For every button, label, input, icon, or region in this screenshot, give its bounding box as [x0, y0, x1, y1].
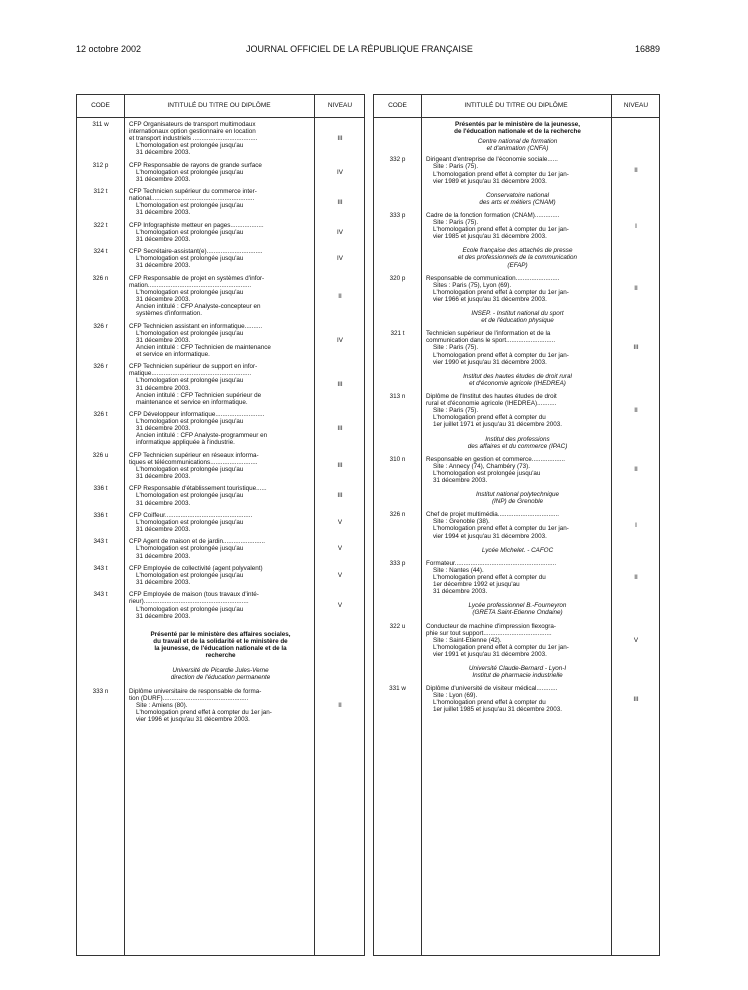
- institution-line: et de l'éducation physique: [481, 317, 554, 325]
- entry-level: III: [337, 462, 343, 470]
- section-heading: [424, 138, 611, 152]
- entry-note-line: 31 décembre 2003.: [136, 579, 191, 587]
- entry-description: [129, 162, 308, 183]
- entry-code: 332 p: [389, 156, 406, 164]
- entry-level: I: [635, 222, 637, 230]
- entry-description: [129, 538, 308, 559]
- entry-level: III: [337, 492, 343, 500]
- institution-line: Conservatoire national: [485, 191, 549, 199]
- entry-title-line: CFP Technicien supérieur de support en infor-: [129, 363, 258, 371]
- entry-note-line: vier 1994 et jusqu'au 31 décembre 2003.: [433, 532, 547, 540]
- entry-code: 320 p: [389, 274, 406, 282]
- entry-level: II: [634, 407, 638, 415]
- entry-title-line: CFP Employée de maison (tous travaux d'inté-: [129, 591, 259, 599]
- entry-note-line: Sites : Paris (75), Lyon (69).: [433, 281, 512, 289]
- entry-code: 312 p: [92, 161, 109, 169]
- entry-note-line: L'homologation prend effet à compter du 1er jan-: [433, 525, 569, 533]
- entry-note-line: L'homologation prend effet à compter du 1er jan-: [433, 288, 569, 296]
- section-heading: [424, 436, 611, 450]
- entry-title-line: CFP Responsable de projet en systèmes d'infor-: [129, 274, 265, 282]
- entry-note-line: Site : Nantes (44).: [433, 566, 484, 574]
- entry-note-line: Site : Annecy (74), Chambéry (73).: [433, 462, 530, 470]
- entry-title-line: CFP Agent de maison et de jardin........................: [129, 538, 266, 546]
- entry-note-line: Site : Paris (75).: [433, 163, 479, 171]
- entry-note-line: Ancien intitulé : CFP Analyste-programmeur en: [136, 432, 268, 440]
- entry-description: [129, 188, 308, 216]
- entry-code: 322 u: [389, 622, 406, 630]
- entry-note-line: 31 décembre 2003.: [136, 526, 191, 534]
- entry-description: [129, 452, 308, 480]
- entry-description: [129, 591, 308, 619]
- entry-level: II: [634, 573, 638, 581]
- col-title-header: INTITULÉ DU TITRE OU DIPLÔME: [464, 102, 568, 109]
- entry-note-line: L'homologation est prolongée jusqu'au: [136, 571, 244, 579]
- entry-code: 324 t: [93, 248, 108, 256]
- entry-code: 326 n: [389, 511, 406, 519]
- entry-title-line: Responsable de communication.........................: [426, 274, 560, 282]
- section-heading: [424, 310, 611, 324]
- entry-note-line: informatique appliquée à l'industrie.: [136, 439, 235, 447]
- entry-note-line: Ancien intitulé : CFP Technicien supérieur de: [136, 391, 262, 399]
- entry-note-line: 31 décembre 2003.: [136, 175, 191, 183]
- col-code-header: CODE: [91, 102, 110, 109]
- entry-description: [426, 685, 605, 713]
- section-heading: [424, 192, 611, 206]
- entry-code: 343 t: [93, 591, 108, 599]
- section-heading: [424, 373, 611, 387]
- entry-level: IV: [337, 336, 343, 344]
- institution-line: Université de Picardie Jules-Verne: [172, 667, 269, 675]
- entry-description: [426, 560, 605, 595]
- entry-note-line: L'homologation prend effet à compter du: [433, 414, 546, 422]
- entry-note-line: vier 1991 et jusqu'au 31 décembre 2003.: [433, 650, 547, 658]
- entry-note-line: L'homologation est prolongée jusqu'au: [136, 545, 244, 553]
- entry-note-line: 1er juillet 1985 et jusqu'au 31 décembre 2003.: [433, 706, 562, 714]
- entry-description: [129, 222, 308, 243]
- entry-note-line: Site : Saint-Etienne (42).: [433, 636, 502, 644]
- entry-level: IV: [337, 255, 343, 263]
- entry-description: [426, 156, 605, 184]
- entry-note-line: Site : Paris (75).: [433, 344, 479, 352]
- entry-level: V: [337, 602, 343, 610]
- col-level-header: NIVEAU: [623, 102, 649, 109]
- entry-title-line: rural et d'économie agricole (IHEDREA)...........: [426, 400, 557, 408]
- entry-title-line: Diplôme d'université de visiteur médical............: [426, 685, 558, 693]
- institution-line: des affaires et du commerce (IPAC): [467, 442, 568, 450]
- entry-level: III: [337, 425, 343, 433]
- entry-note-line: L'homologation prend effet à compter du 1er jan-: [433, 643, 569, 651]
- institution-line: INSEP. - Institut national du sport: [471, 310, 564, 318]
- entry-code: 326 u: [92, 451, 109, 459]
- entry-note-line: Site : Paris (75).: [433, 407, 479, 415]
- ministry-heading-line: recherche: [205, 652, 236, 660]
- entry-title-line: CFP Coiffeur..................................................: [129, 511, 253, 519]
- entry-note-line: 31 décembre 2003.: [136, 262, 191, 270]
- ministry-heading-line: Présentés par le ministère de la jeunesse,: [455, 121, 580, 128]
- ministry-heading-line: de l'éducation nationale et de la recherche: [454, 128, 581, 136]
- entry-note-line: 1er juillet 1971 et jusqu'au 31 décembre 2003.: [433, 421, 562, 429]
- entry-code: 311 w: [92, 121, 109, 128]
- entry-note-line: et service en informatique.: [136, 350, 210, 358]
- entry-description: [129, 323, 308, 358]
- entry-description: [129, 121, 308, 156]
- institution-line: et d'économie agricole (IHEDREA): [469, 379, 566, 387]
- entry-note-line: L'homologation est prolongée jusqu'au: [136, 142, 244, 150]
- institution-line: Institut des hautes études de droit rural: [463, 372, 572, 380]
- institution-line: Université Claude-Bernard - Lyon-I: [468, 665, 567, 672]
- entry-note-line: Ancien intitulé : CFP Technicien de maintenance: [136, 343, 271, 351]
- entry-level: II: [634, 466, 638, 474]
- entry-note-line: vier 1966 et jusqu'au 31 décembre 2003.: [433, 295, 547, 303]
- section-heading: [424, 247, 611, 268]
- entry-title-line: CFP Développeur informatique............................: [129, 411, 265, 419]
- entry-description: [129, 565, 308, 586]
- entry-title-line: CFP Organisateurs de transport multimodaux: [129, 121, 256, 128]
- entry-note-line: L'homologation est prolongée jusqu'au: [136, 377, 244, 385]
- entry-note-line: 31 décembre 2003.: [136, 296, 191, 304]
- entry-description: [129, 363, 308, 406]
- entry-note-line: 31 décembre 2003.: [433, 476, 488, 484]
- entry-title-line: mation...........................................................: [129, 281, 252, 289]
- institution-line: et d'animation (CNFA): [486, 145, 549, 153]
- entry-description: [129, 275, 308, 318]
- section-heading: [424, 602, 611, 616]
- entry-level: I: [635, 521, 637, 529]
- entry-title-line: Technicien supérieur de l'information et de la: [426, 330, 551, 338]
- entry-description: [129, 411, 308, 446]
- entry-code: 333 p: [389, 212, 406, 219]
- entry-note-line: L'homologation prend effet à compter du: [433, 699, 546, 707]
- section-heading: [424, 547, 611, 554]
- entry-code: 321 t: [390, 330, 405, 338]
- entry-code: 326 t: [93, 411, 108, 419]
- entry-description: [426, 623, 605, 658]
- entry-title-line: CFP Employée de collectivité (agent polyvalent): [129, 564, 263, 572]
- entry-note-line: L'homologation est prolongée jusqu'au: [433, 469, 541, 477]
- divider: [124, 95, 125, 955]
- entry-level: V: [337, 545, 343, 553]
- entry-level: II: [634, 285, 638, 293]
- entry-note-line: 31 décembre 2003.: [136, 235, 191, 243]
- entry-description: [129, 248, 308, 269]
- entry-note-line: systèmes d'information.: [136, 310, 202, 318]
- entry-title-line: matique.........................................................: [129, 370, 252, 378]
- entry-title-line: CFP Responsable d'établissement touristique......: [129, 485, 267, 493]
- entry-title-line: communication dans le sport............................: [426, 337, 556, 345]
- ministry-heading-line: Présenté par le ministère des affaires sociales,: [150, 631, 291, 638]
- institution-line: Institut des professions: [485, 435, 550, 443]
- entry-note-line: Site : Lyon (69).: [433, 692, 478, 700]
- institution-line: et des professionnels de la communication: [457, 254, 577, 262]
- entry-note-line: 31 décembre 2003.: [136, 473, 191, 481]
- journal-title: JOURNAL OFFICIEL DE LA RÉPUBLIQUE FRANÇAISE: [246, 44, 473, 54]
- entry-note-line: Site : Amiens (80).: [136, 701, 188, 709]
- entry-note-line: L'homologation est prolongée jusqu'au: [136, 465, 244, 473]
- entry-note-line: L'homologation est prolongée jusqu'au: [136, 605, 244, 613]
- entry-title-line: Cadre de la fonction formation (CNAM)..............: [426, 212, 560, 219]
- entry-note-line: 31 décembre 2003.: [433, 588, 488, 596]
- entry-note-line: Site : Paris (75).: [433, 219, 479, 227]
- entry-title-line: Dirigeant d'entreprise de l'économie sociale......: [426, 156, 558, 164]
- entry-level: III: [337, 198, 343, 206]
- section-heading: [127, 667, 314, 681]
- entry-level: V: [337, 571, 343, 579]
- entry-code: 326 r: [93, 322, 108, 330]
- entry-code: 336 t: [93, 485, 108, 493]
- entry-note-line: L'homologation est prolongée jusqu'au: [136, 329, 244, 337]
- institution-line: direction de l'éducation permanente: [170, 674, 271, 682]
- right-table: [373, 94, 660, 956]
- entry-title-line: Chef de projet multimédia...................................: [426, 511, 559, 519]
- institution-line: Lycée professionnel B.-Fourneyron: [468, 602, 567, 610]
- institution-line: (INP) de Grenoble: [491, 498, 544, 506]
- entry-note-line: L'homologation est prolongée jusqu'au: [136, 492, 244, 500]
- page-date: 12 octobre 2002: [76, 44, 142, 54]
- entry-note-line: L'homologation prend effet à compter du: [433, 573, 546, 581]
- entry-title-line: Formateur..........................................................: [426, 559, 557, 567]
- institution-line: (EFAP): [507, 261, 528, 269]
- entry-note-line: 31 décembre 2003.: [136, 425, 191, 433]
- entry-description: [426, 511, 605, 539]
- entry-description: [129, 512, 308, 533]
- institution-line: Institut national polytechnique: [476, 491, 559, 499]
- entry-note-line: maintenance et service en informatique.: [136, 398, 248, 406]
- entry-title-line: et transport industriels .....................................: [129, 135, 258, 143]
- entry-note-line: L'homologation est prolongée jusqu'au: [136, 518, 244, 526]
- entry-note-line: 31 décembre 2003.: [136, 499, 191, 507]
- col-title-header: INTITULÉ DU TITRE OU DIPLÔME: [167, 102, 271, 109]
- entry-level: V: [633, 636, 639, 644]
- entry-level: III: [633, 344, 639, 352]
- entry-note-line: L'homologation est prolongée jusqu'au: [136, 288, 244, 296]
- entry-note-line: 31 décembre 2003.: [136, 612, 191, 620]
- entry-description: [426, 456, 605, 484]
- entry-title-line: Diplôme de l'Institut des hautes études de droit: [426, 393, 557, 400]
- entry-note-line: L'homologation est prolongée jusqu'au: [136, 255, 244, 263]
- entry-note-line: 31 décembre 2003.: [136, 384, 191, 392]
- entry-note-line: Ancien intitulé : CFP Analyste-concepteur en: [136, 303, 261, 311]
- entry-level: II: [634, 167, 638, 175]
- entry-note-line: vier 1996 et jusqu'au 31 décembre 2003.: [136, 715, 250, 723]
- entry-title-line: CFP Technicien assistant en informatique..........: [129, 322, 263, 330]
- entry-code: 326 r: [93, 363, 108, 371]
- entry-description: [426, 393, 605, 428]
- entry-title-line: tiques et télécommunications...........................: [129, 458, 258, 466]
- divider: [421, 95, 422, 955]
- entry-code: 313 n: [389, 393, 406, 400]
- entry-level: IV: [337, 168, 343, 176]
- entry-title-line: CFP Responsable de rayons de grande surface: [129, 161, 262, 169]
- entry-note-line: Site : Grenoble (38).: [433, 518, 490, 526]
- entry-note-line: L'homologation est prolongée jusqu'au: [136, 228, 244, 236]
- entry-note-line: vier 1985 et jusqu'au 31 décembre 2003.: [433, 233, 547, 241]
- page-number: 16889: [635, 44, 661, 54]
- entry-note-line: vier 1989 et jusqu'au 31 décembre 2003.: [433, 177, 547, 185]
- entry-note-line: 31 décembre 2003.: [136, 149, 191, 157]
- entry-note-line: L'homologation prend effet à compter du 1er jan-: [433, 351, 569, 359]
- entry-note-line: L'homologation est prolongée jusqu'au: [136, 202, 244, 210]
- entry-title-line: CFP Secrétaire-assistant(e)................................: [129, 248, 263, 256]
- entry-note-line: 1er décembre 1992 et jusqu'au: [433, 581, 520, 589]
- institution-line: Lycée Michelet. - CAFOC: [481, 546, 554, 554]
- entry-description: [426, 212, 605, 240]
- entry-title-line: tion (DURF).................................................: [129, 694, 249, 702]
- entry-code: 333 n: [92, 687, 109, 695]
- entry-level: IV: [337, 228, 343, 236]
- entry-level: II: [338, 292, 342, 300]
- col-level-header: NIVEAU: [327, 102, 353, 109]
- entry-title-line: national...........................................................: [129, 195, 255, 203]
- entry-level: III: [337, 135, 343, 143]
- entry-title-line: CFP Technicien supérieur en réseaux informa-: [129, 451, 259, 459]
- institution-line: Ecole française des attachés de presse: [462, 247, 573, 255]
- entry-note-line: 31 décembre 2003.: [136, 552, 191, 560]
- institution-line: Institut de pharmacie industrielle: [472, 672, 563, 680]
- entry-code: 310 n: [389, 455, 406, 463]
- entry-code: 312 t: [93, 188, 108, 196]
- entry-note-line: 31 décembre 2003.: [136, 209, 191, 217]
- section-heading: [424, 665, 611, 679]
- entry-description: [129, 688, 308, 723]
- entry-code: 343 t: [93, 538, 108, 546]
- entry-code: 336 t: [93, 511, 108, 519]
- entry-note-line: L'homologation est prolongée jusqu'au: [136, 418, 244, 426]
- entry-note-line: L'homologation prend effet à compter du 1er jan-: [433, 170, 569, 178]
- col-code-header: CODE: [388, 102, 407, 109]
- right-table-header: [374, 95, 659, 118]
- section-heading: [127, 631, 314, 659]
- section-heading: [424, 121, 611, 135]
- institution-line: Centre national de formation: [477, 138, 558, 146]
- entry-note-line: 31 décembre 2003.: [136, 336, 191, 344]
- ministry-heading-line: la jeunesse, de l'éducation nationale et de la: [154, 645, 287, 653]
- entry-note-line: vier 1990 et jusqu'au 31 décembre 2003.: [433, 358, 547, 366]
- entry-level: III: [337, 381, 343, 389]
- entry-code: 326 n: [92, 274, 109, 282]
- entry-description: [129, 485, 308, 506]
- entry-title-line: rieur)............................................................: [129, 598, 249, 606]
- entry-title-line: Diplôme universitaire de responsable de forma-: [129, 687, 262, 695]
- ministry-heading-line: du travail et de la solidarité et le ministère de: [153, 638, 288, 646]
- entry-description: [426, 275, 605, 303]
- entry-title-line: CFP Technicien supérieur du commerce inter-: [129, 188, 257, 196]
- entry-code: 343 t: [93, 564, 108, 572]
- entry-description: [426, 330, 605, 365]
- entry-code: 331 w: [389, 685, 406, 693]
- entry-code: 322 t: [93, 221, 108, 229]
- entry-level: II: [338, 701, 342, 709]
- entry-title-line: Responsable en gestion et commerce...................: [426, 455, 565, 463]
- entry-code: 333 p: [389, 559, 406, 567]
- entry-level: V: [337, 518, 343, 526]
- left-table-header: [77, 95, 364, 118]
- left-table: [76, 94, 365, 956]
- entry-title-line: Conducteur de machine d'impression flexogra-: [426, 622, 557, 630]
- entry-title-line: CFP Infographiste metteur en pages...................: [129, 221, 264, 229]
- entry-level: III: [633, 695, 639, 703]
- entry-title-line: phie sur tout support.......................................: [426, 629, 552, 637]
- entry-note-line: L'homologation est prolongée jusqu'au: [136, 168, 244, 176]
- section-heading: [424, 491, 611, 505]
- entry-note-line: L'homologation prend effet à compter du 1er jan-: [136, 708, 272, 716]
- institution-line: (GRETA Saint-Etienne Ondaine): [472, 609, 563, 617]
- entry-note-line: L'homologation prend effet à compter du 1er jan-: [433, 226, 569, 234]
- entry-title-line: internationaux option gestionnaire en location: [129, 128, 256, 136]
- institution-line: des arts et métiers (CNAM): [479, 198, 556, 206]
